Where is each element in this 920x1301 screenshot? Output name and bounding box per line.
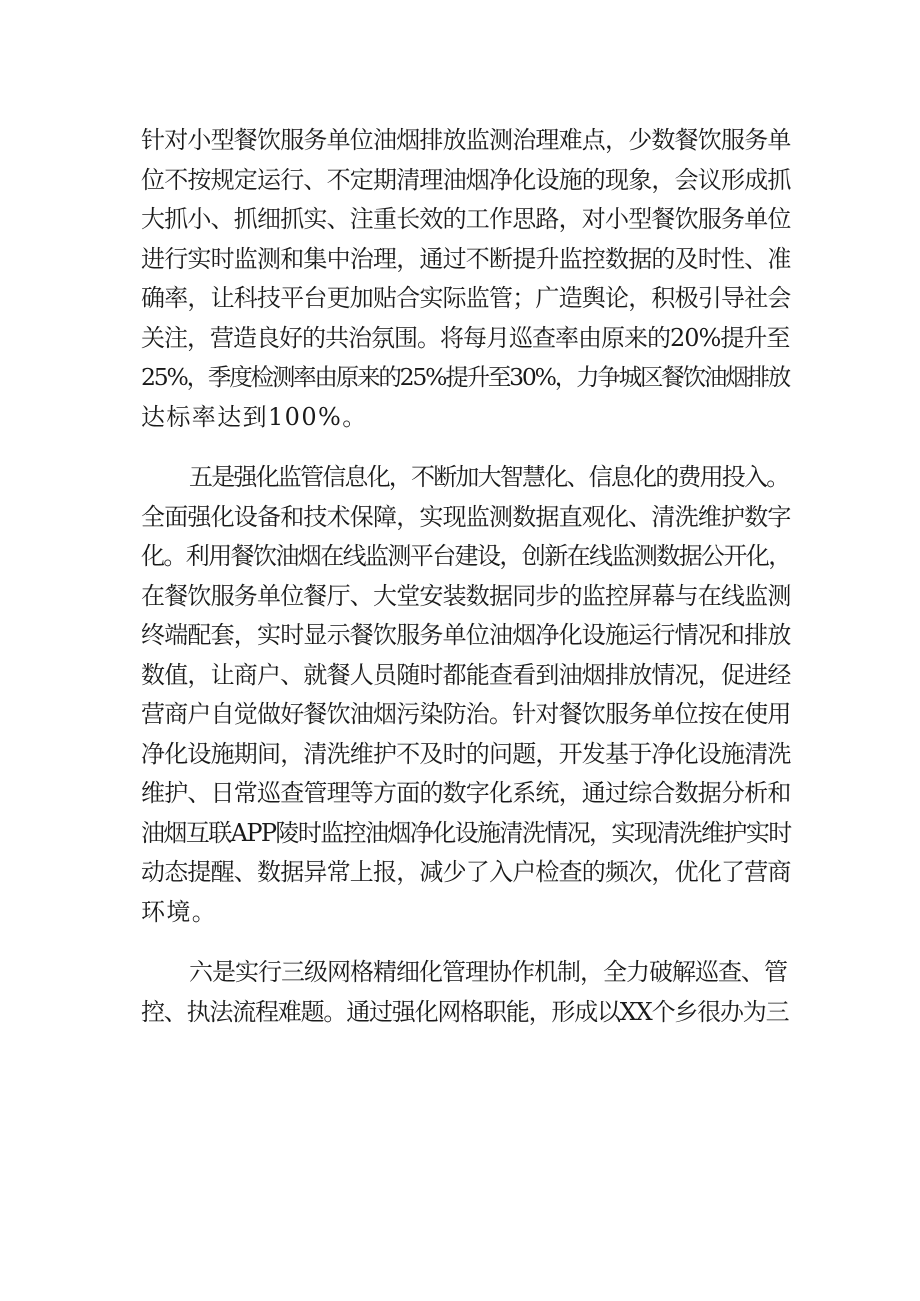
text-line: 25%，季度检测率由原来的25%提升至30%，力争城区餐饮油烟排放	[141, 363, 790, 391]
text-line: 终端配套，实时显示餐饮服务单位油烟净化设施运行情况和排放	[141, 621, 791, 649]
text-line: 五是强化监管信息化，不断加大智慧化、信息化的费用投入。	[189, 463, 789, 491]
text-line: 达标率达到100%。	[141, 402, 368, 431]
text-line: 净化设施期间，清洗维护不及时的问题，开发基于净化设施清洗	[141, 739, 791, 768]
paragraph-section-five	[141, 458, 791, 932]
text-line: 针对小型餐饮服务单位油烟排放监测治理难点，少数餐饮服务单	[141, 126, 791, 154]
text-line: 维护、日常巡查管理等方面的数字化系统，通过综合数据分析和	[141, 779, 791, 807]
text-line: 环境。	[141, 897, 218, 926]
text-line: 动态提醒、数据异常上报，减少了入户检查的频次，优化了营商	[141, 858, 791, 886]
text-line: 进行实时监测和集中治理，通过不断提升监控数据的及时性、准	[141, 244, 791, 273]
paragraph-section-six	[141, 953, 791, 1032]
paragraph-spacer	[141, 932, 791, 953]
text-line: 关注，营造良好的共治氛围。将每月巡查率由原来的20%提升至	[141, 323, 790, 352]
text-line: 确率，让科技平台更加贴合实际监管；广造舆论，积极引导社会	[141, 284, 791, 312]
document-body	[141, 121, 791, 1032]
text-line: 营商户自觉做好餐饮油烟污染防治。针对餐饮服务单位按在使用	[141, 700, 791, 728]
text-line: 大抓小、抓细抓实、注重长效的工作思路，对小型餐饮服务单位	[141, 205, 791, 233]
text-line: 化。利用餐饮油烟在线监测平台建设，创新在线监测数据公开化，	[141, 542, 791, 570]
text-line: 控、执法流程难题。通过强化网格职能，形成以XX个乡很办为三	[141, 997, 789, 1026]
text-line: 在餐饮服务单位餐厅、大堂安装数据同步的监控屏幕与在线监测	[141, 581, 791, 610]
text-line: 数值，让商户、就餐人员随时都能查看到油烟排放情况，促进经	[141, 660, 791, 689]
text-line: 位不按规定运行、不定期清理油烟净化设施的现象，会议形成抓	[141, 165, 791, 194]
paragraph-spacer	[141, 437, 791, 458]
text-line: 全面强化设备和技术保障，实现监测数据直观化、清洗维护数字	[141, 502, 791, 531]
text-line: 油烟互联APP陵时监控油烟净化设施清洗情况，实现清洗维护实时	[141, 818, 791, 847]
paragraph-oil-fume-governance	[141, 121, 791, 437]
text-line: 六是实行三级网格精细化管理协作机制，全力破解巡查、管	[189, 958, 787, 986]
